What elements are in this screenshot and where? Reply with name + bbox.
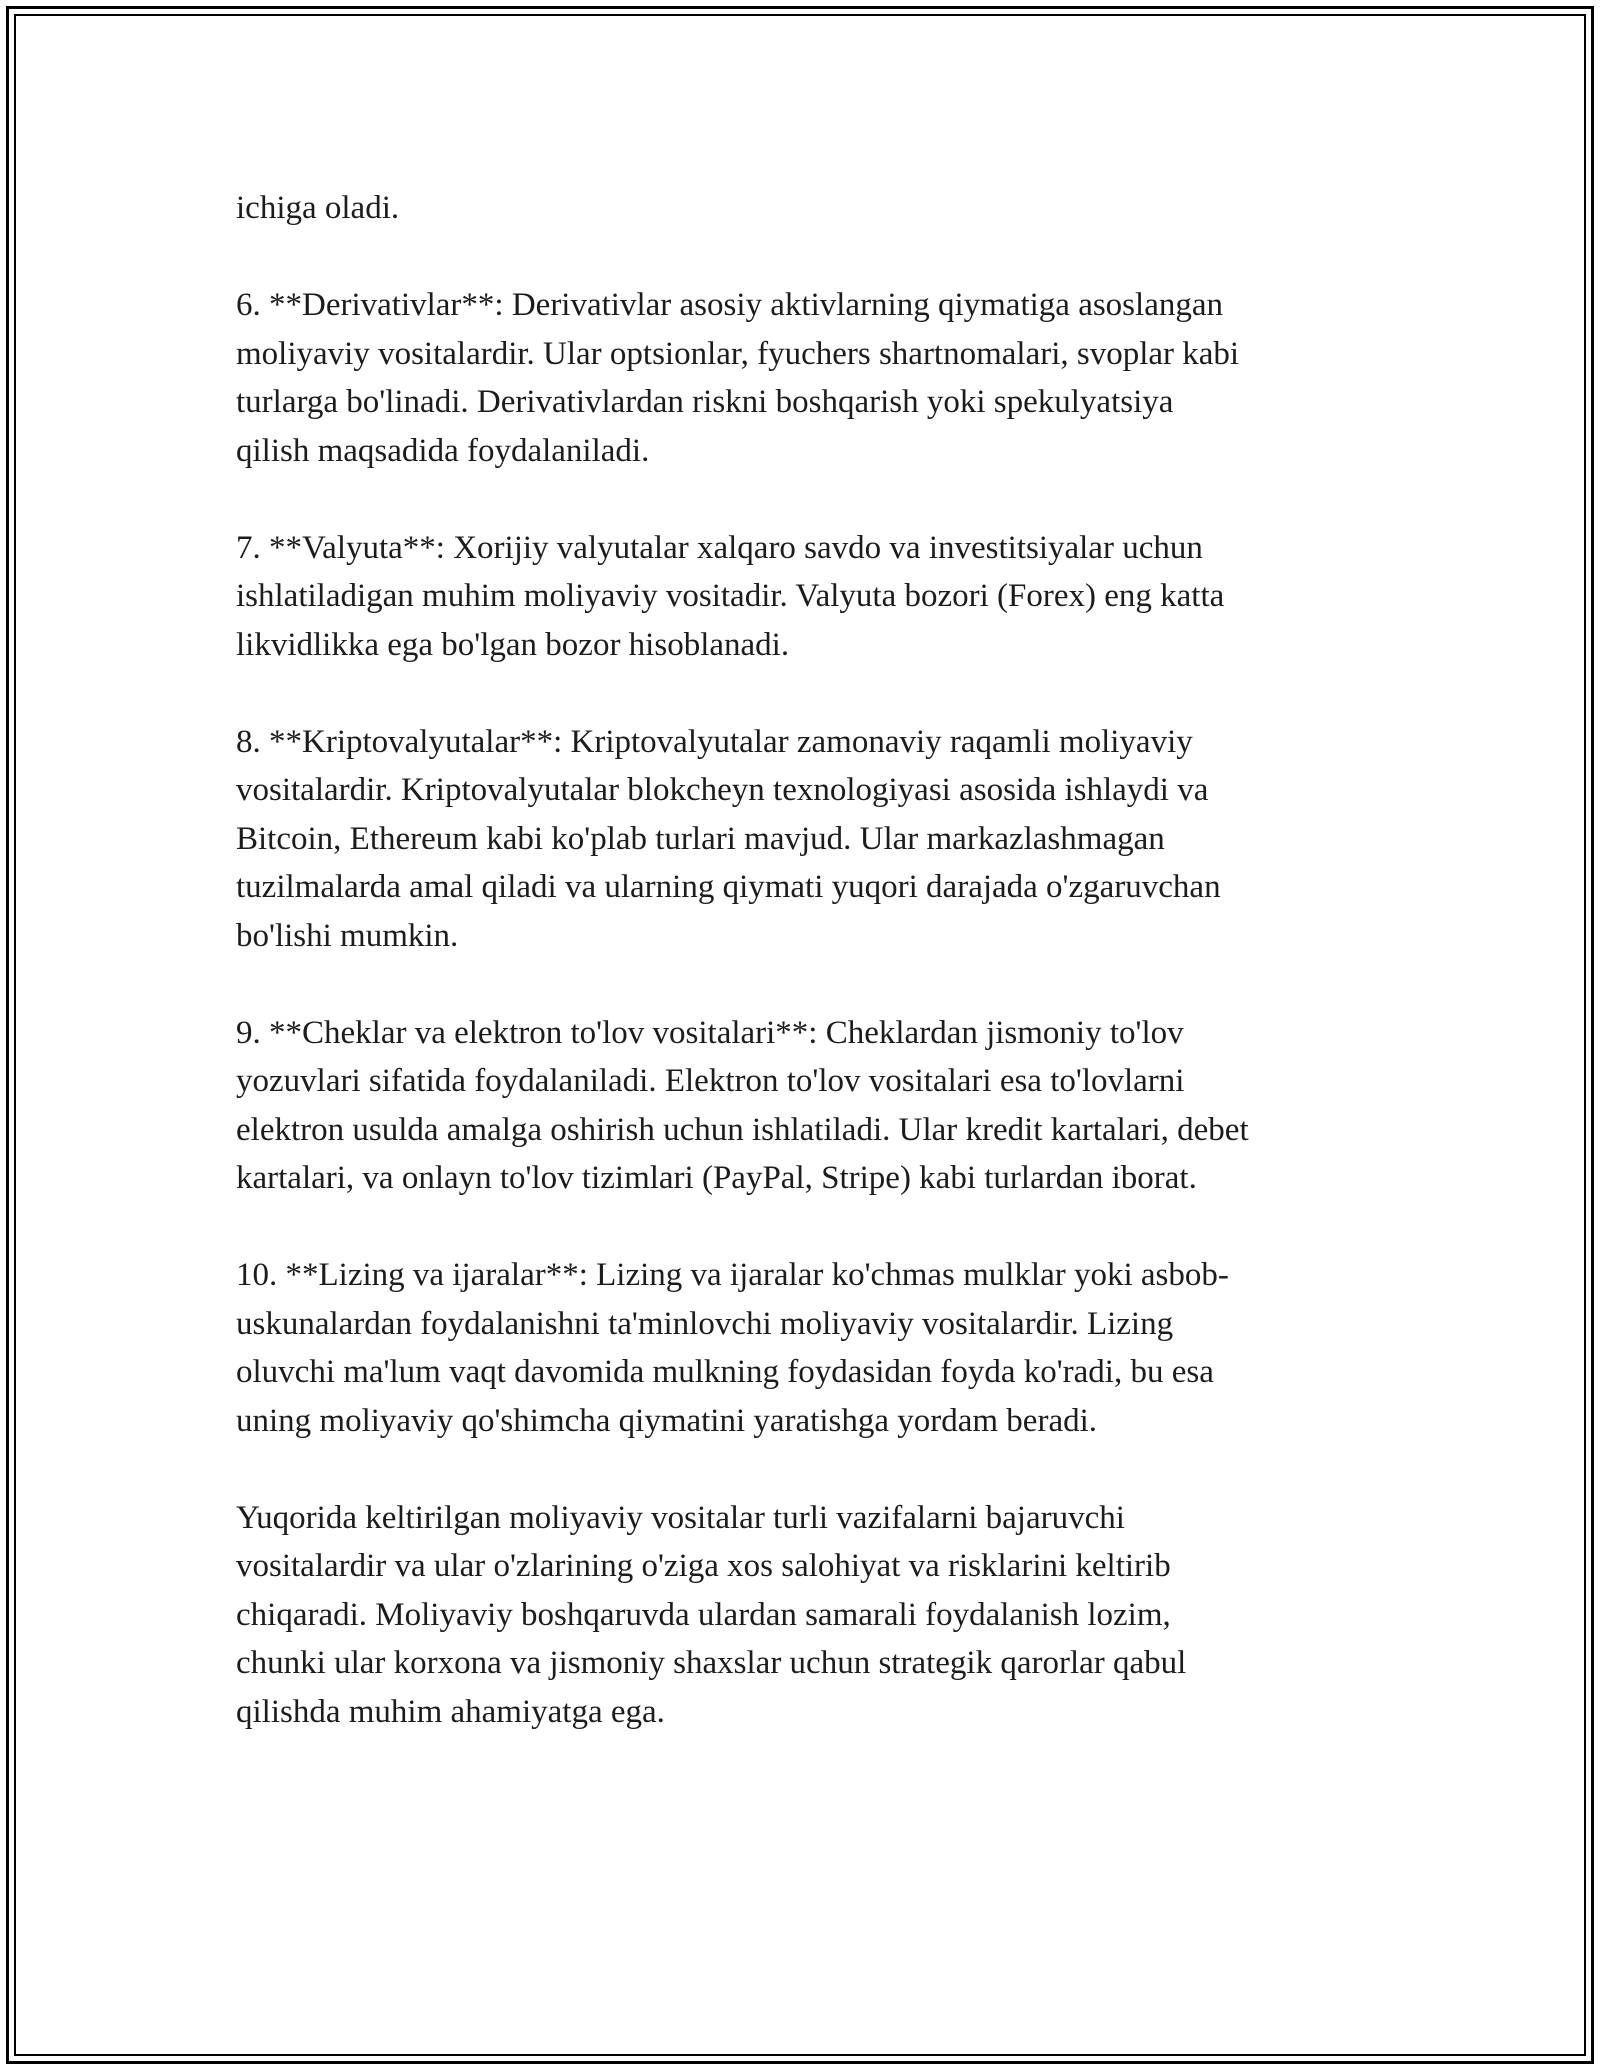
paragraph-item-7-valyuta — [236, 524, 1376, 670]
text-line: kartalari, va onlayn to'lov tizimlari (PayPal, Stripe) kabi turlardan iborat. — [236, 1160, 1197, 1196]
text-line: 6. **Derivativlar**: Derivativlar asosiy aktivlarning qiymatiga asoslangan — [236, 287, 1223, 323]
text-line: moliyaviy vositalardir. Ular optsionlar, fyuchers shartnomalari, svoplar kabi — [236, 335, 1240, 372]
text-line: uning moliyaviy qo'shimcha qiymatini yaratishga yordam beradi. — [236, 1402, 1098, 1439]
text-line: vositalardir. Kriptovalyutalar blokcheyn texnologiyasi asosida ishlaydi va — [236, 772, 1209, 808]
paragraph-conclusion — [236, 1494, 1376, 1737]
text-line: qilish maqsadida foydalaniladi. — [236, 432, 650, 469]
text-line: oluvchi ma'lum vaqt davomida mulkning foydasidan foyda ko'radi, bu esa — [236, 1354, 1214, 1390]
paragraph-intro-continuation — [236, 184, 1376, 233]
text-line: 9. **Cheklar va elektron to'lov vositalari**: Cheklardan jismoniy to'lov — [236, 1014, 1184, 1051]
text-line: qilishda muhim ahamiyatga ega. — [236, 1693, 665, 1730]
document-body — [236, 184, 1376, 1785]
text-line: ishlatiladigan muhim moliyaviy vositadir. Valyuta bozori (Forex) eng katta — [236, 578, 1225, 614]
text-line: turlarga bo'linadi. Derivativlardan riskni boshqarish yoki spekulyatsiya — [236, 384, 1174, 420]
text-line: tuzilmalarda amal qiladi va ularning qiymati yuqori darajada o'zgaruvchan — [236, 869, 1221, 905]
paragraph-item-6-derivativlar — [236, 281, 1376, 475]
text-line: ichiga oladi. — [236, 190, 400, 226]
text-line: 8. **Kriptovalyutalar**: Kriptovalyutalar zamonaviy raqamli moliyaviy — [236, 723, 1193, 760]
text-line: bo'lishi mumkin. — [236, 917, 459, 954]
text-line: uskunalardan foydalanishni ta'minlovchi moliyaviy vositalardir. Lizing — [236, 1305, 1174, 1342]
text-line: Yuqorida keltirilgan moliyaviy vositalar turli vazifalarni bajaruvchi — [236, 1499, 1125, 1536]
text-line: 7. **Valyuta**: Xorijiy valyutalar xalqaro savdo va investitsiyalar uchun — [236, 529, 1203, 566]
text-line: chunki ular korxona va jismoniy shaxslar uchun strategik qarorlar qabul — [236, 1645, 1187, 1681]
paragraph-item-8-kriptovalyutalar — [236, 718, 1376, 961]
paragraph-item-9-cheklar — [236, 1009, 1376, 1203]
text-line: chiqaradi. Moliyaviy boshqaruvda ulardan samarali foydalanish lozim, — [236, 1596, 1171, 1633]
text-line: yozuvlari sifatida foydalaniladi. Elektron to'lov vositalari esa to'lovlarni — [236, 1063, 1185, 1099]
text-line: likvidlikka ega bo'lgan bozor hisoblanadi. — [236, 626, 790, 663]
text-line: 10. **Lizing va ijaralar**: Lizing va ijaralar ko'chmas mulklar yoki asbob- — [236, 1257, 1229, 1293]
paragraph-item-10-lizing — [236, 1251, 1376, 1445]
text-line: vositalardir va ular o'zlarining o'ziga xos salohiyat va risklarini keltirib — [236, 1548, 1171, 1584]
text-line: elektron usulda amalga oshirish uchun ishlatiladi. Ular kredit kartalari, debet — [236, 1111, 1249, 1148]
text-line: Bitcoin, Ethereum kabi ko'plab turlari mavjud. Ular markazlashmagan — [236, 820, 1165, 857]
